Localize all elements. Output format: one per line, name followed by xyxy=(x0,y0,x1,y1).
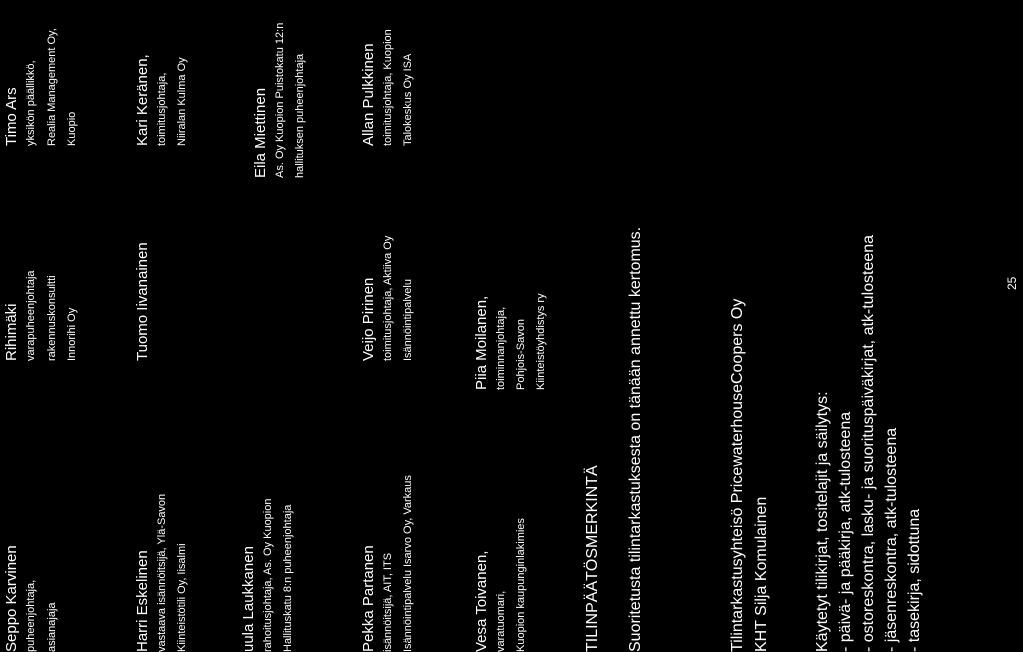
records-item: - tasekirja, sidottuna xyxy=(906,508,923,652)
signatory-title: rakennuskonsultti xyxy=(46,275,58,361)
signatory-name: Timo Ars xyxy=(3,87,20,146)
signatory-title: toimitusjohtaja, Aktiiva Oy xyxy=(382,235,394,361)
signatory-name: Rihimäki xyxy=(3,303,20,361)
signatory-name: Allan Pulkkinen xyxy=(360,43,377,146)
records-item: - ostoreskontra, lasku- ja suorituspäiväkirjat, atk-tulosteena xyxy=(860,234,877,652)
signatory-title: toimitusjohtaja, xyxy=(156,72,168,146)
signatory-title: Kiinteistöyhdistys ry xyxy=(535,293,547,390)
auditor-name: KHT Silja Komulainen xyxy=(753,496,770,652)
signatory-name: Piia Moilanen, xyxy=(473,295,490,390)
signatory-title: varatuomari, xyxy=(495,590,507,652)
signatory-title: Innorihi Oy xyxy=(66,307,78,361)
signatory-name: uula Laukkanen xyxy=(240,546,257,652)
records-intro: Käytetyt tilikirjat, tositelajit ja säilytys: xyxy=(814,391,831,652)
signatory-name: Kari Keränen, xyxy=(134,54,151,146)
signatory-title: Talokeskus Oy ISA xyxy=(402,53,414,146)
signatory-title: asianajaja xyxy=(46,602,58,652)
signatory-title: Realia Management Oy, xyxy=(46,28,58,146)
signatory-title: varapuheenjohtaja xyxy=(25,270,37,361)
signatory-name: Eila Miettinen xyxy=(252,87,269,178)
signatory-name: Pekka Partanen xyxy=(360,545,377,652)
signatory-title: Kuopio xyxy=(66,111,78,146)
signatory-name: Harri Eskelinen xyxy=(134,550,151,652)
signatory-title: puheenjohtaja, xyxy=(25,579,37,652)
signatory-title: yksikön päällikkö, xyxy=(25,60,37,146)
signatory-title: rahoitusjohtaja, As. Oy Kuopion xyxy=(262,498,274,652)
signatory-name: Vesa Toivanen, xyxy=(473,550,490,652)
signatory-name: Seppo Karvinen xyxy=(3,545,20,652)
signatory-title: Hallituskatu 8:n puheenjohtaja xyxy=(282,504,294,652)
signatory-title: isännöitsijä, AIT, ITS xyxy=(382,552,394,652)
signatory-title: As. Oy Kuopion Puistokatu 12:n xyxy=(274,22,286,178)
page-number: 25 xyxy=(1005,276,1019,290)
records-item: - päivä- ja pääkirja, atk-tulosteena xyxy=(837,411,854,652)
records-item: - jäsenreskontra, atk-tulosteena xyxy=(883,427,900,652)
signatory-title: toiminnanjohtaja, xyxy=(495,306,507,390)
signatory-title: vastaava isännöitsijä, Ylä-Savon xyxy=(156,493,168,652)
signatory-title: Isännöintipalvelu xyxy=(402,279,414,361)
signatory-title: Kuopion kaupunginlakimies xyxy=(515,518,527,652)
audit-heading: TILINPÄÄTÖSMERKINTÄ xyxy=(584,465,601,652)
signatory-title: hallituksen puheenjohtaja xyxy=(294,53,306,178)
signatory-title: Niiralan Kulma Oy xyxy=(176,57,188,146)
signatory-name: Veijo Pirinen xyxy=(360,277,377,361)
signatory-title: Isännöintipalvelu Isarvo Oy, Varkaus xyxy=(402,475,414,652)
signatory-title: toimitusjohtaja, Kuopion xyxy=(382,29,394,146)
signatory-name: Tuomo Iivanainen xyxy=(134,242,151,361)
audit-statement: Suoritetusta tilintarkastuksesta on tänään annettu kertomus. xyxy=(627,226,644,652)
signatory-title: Kiinteistötili Oy, Iisalmi xyxy=(176,543,188,652)
signatory-title: Pohjois-Savon xyxy=(515,319,527,390)
audit-firm: Tilintarkastusyhteisö PricewaterhouseCoopers Oy xyxy=(729,298,746,652)
